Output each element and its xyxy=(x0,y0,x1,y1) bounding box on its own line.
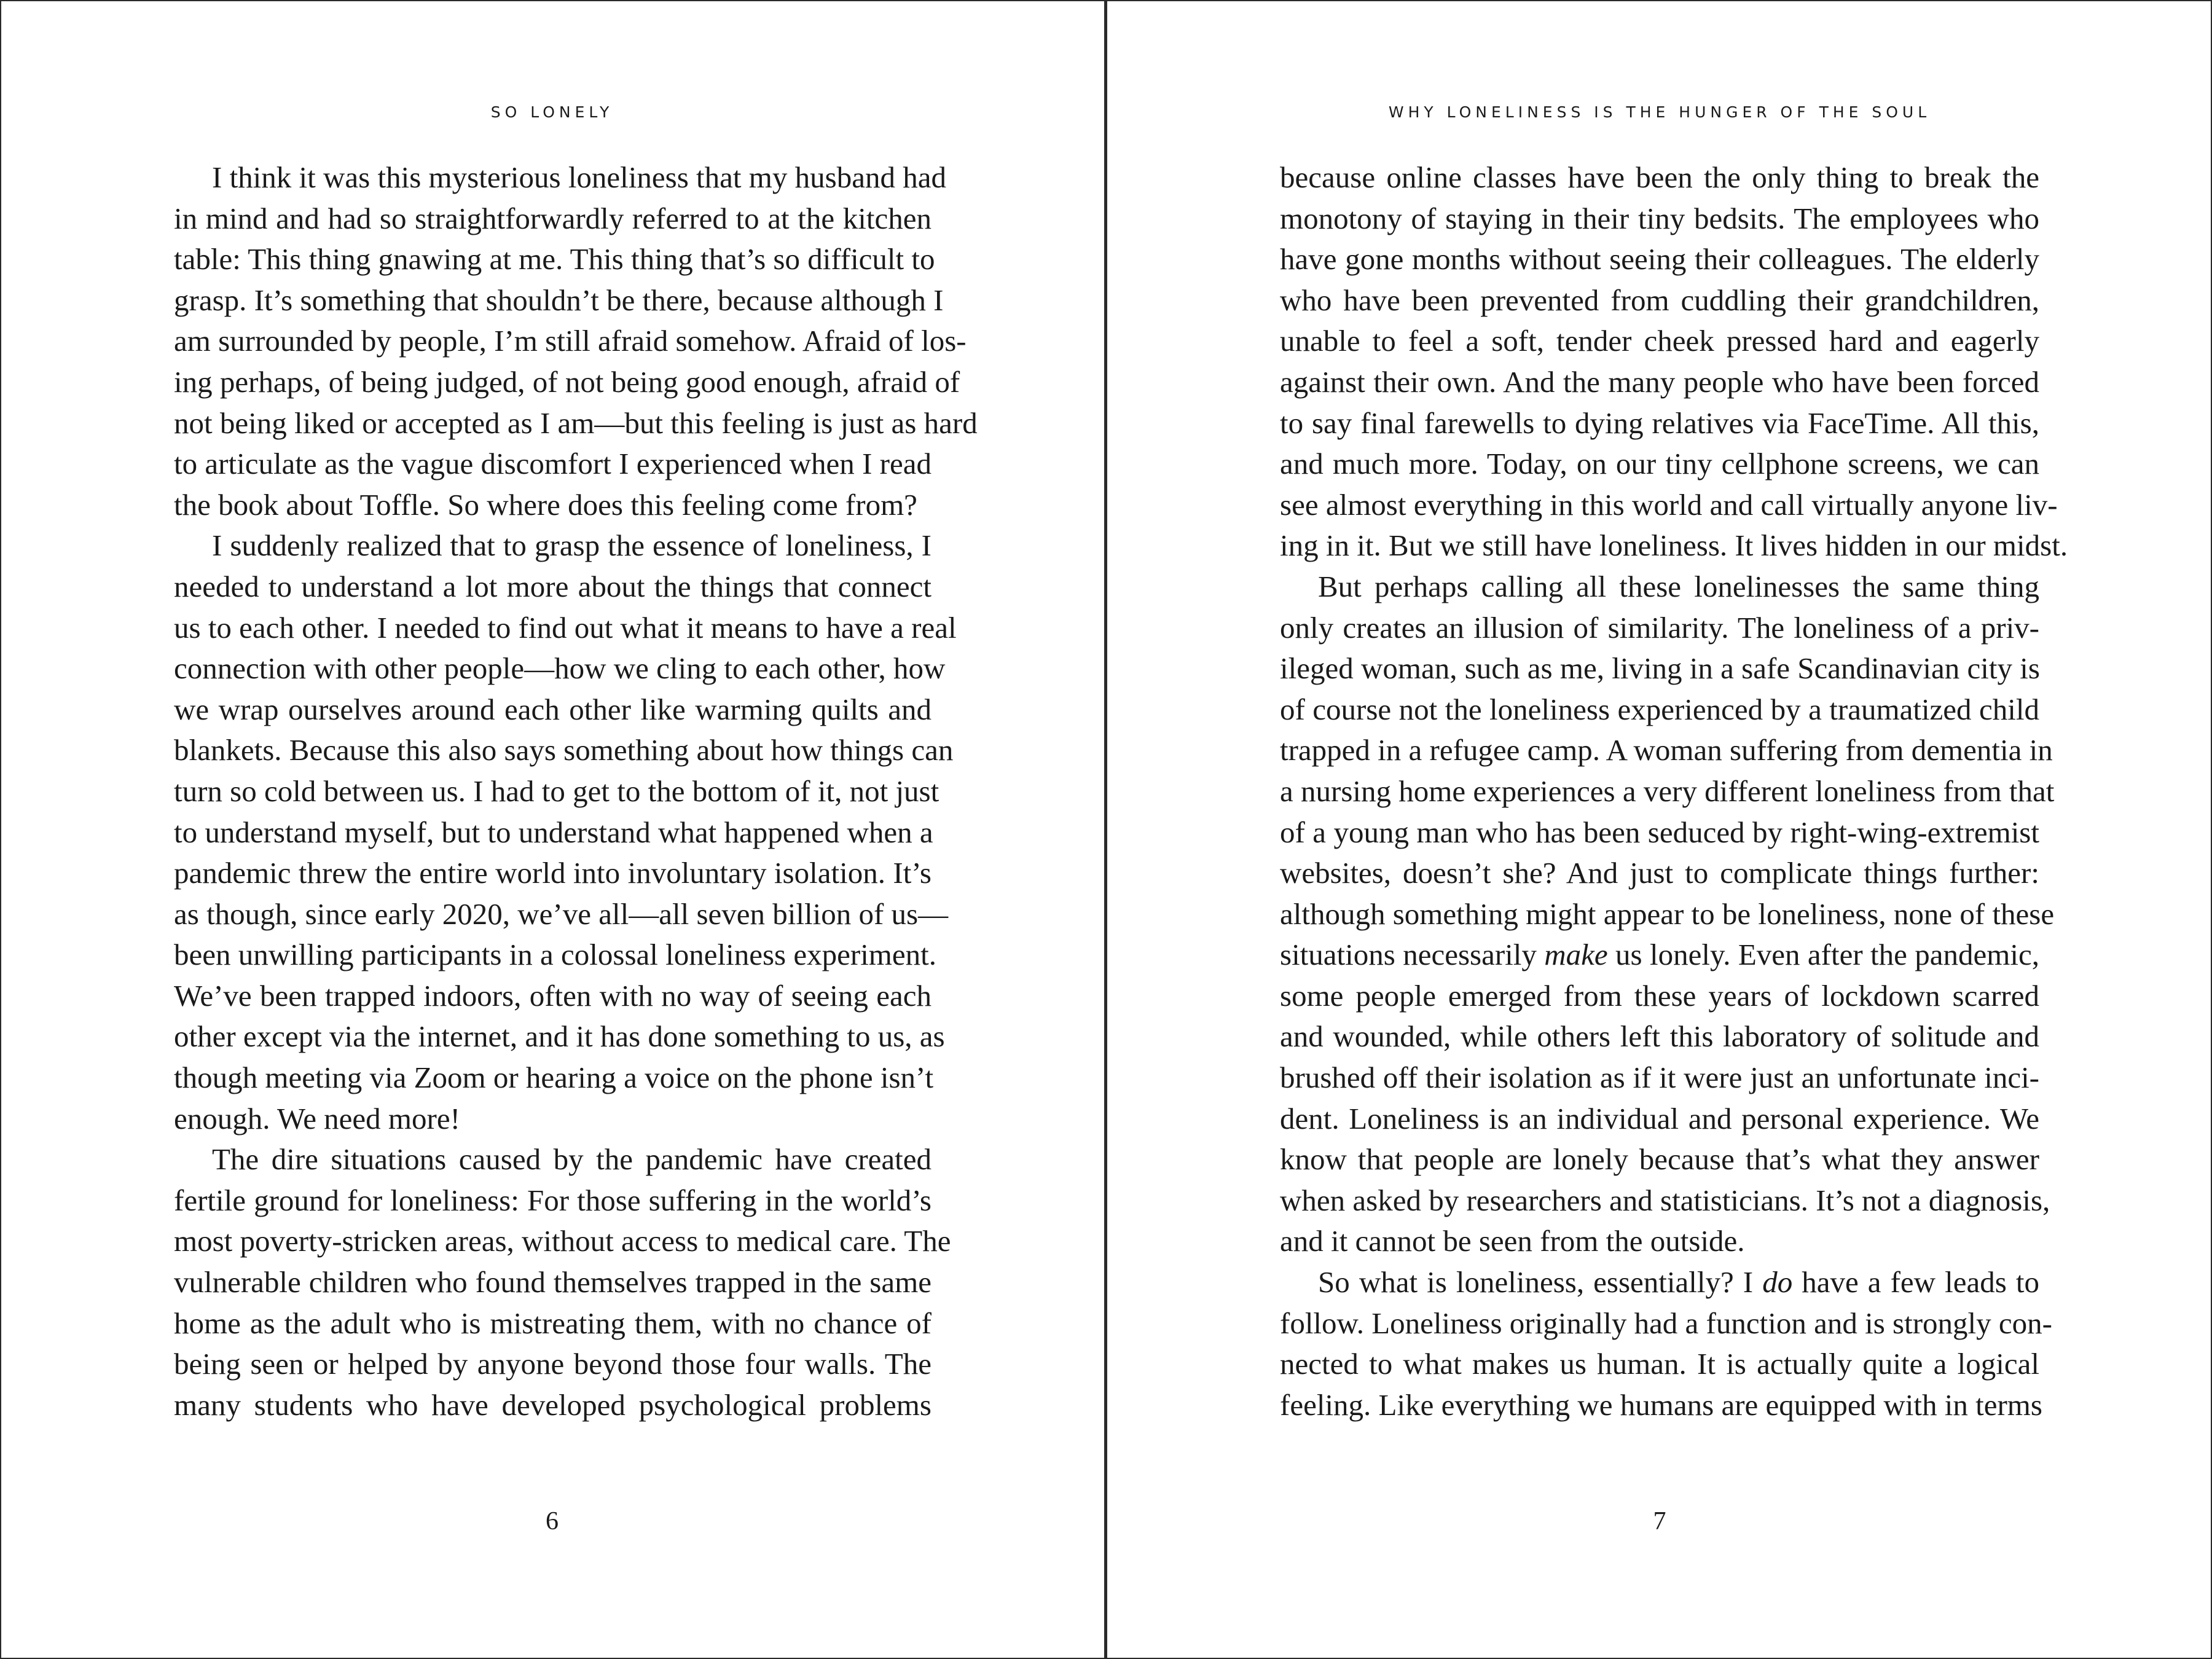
text-line: ing perhaps, of being judged, of not being good enough, afraid of xyxy=(174,364,960,399)
text-line: to articulate as the vague discomfort I experienced when I read xyxy=(174,447,931,481)
text-line: ileged woman, such as me, living in a safe Scandinavian city is xyxy=(1280,651,2040,686)
paragraph xyxy=(1280,567,2055,1262)
text-line: grasp. It’s something that shouldn’t be there, because although I xyxy=(174,283,944,317)
left-page-body xyxy=(174,157,978,1426)
paragraph xyxy=(174,525,957,1139)
text-line: ing in it. But we still have loneliness. It lives hidden in our midst. xyxy=(1280,528,2068,563)
paragraph xyxy=(174,157,978,525)
text-line: most poverty-stricken areas, without access to medical care. The xyxy=(174,1224,951,1258)
text-line: am surrounded by people, I’m still afraid somehow. Afraid of los- xyxy=(174,324,967,358)
page-number-left: 6 xyxy=(546,1507,559,1535)
text-line: in mind and had so straightforwardly referred to at the kitchen xyxy=(174,201,931,235)
text-line: who have been prevented from cuddling their grandchildren, xyxy=(1280,283,2039,317)
text-line: some people emerged from these years of lockdown scarred xyxy=(1280,978,2039,1013)
text-line: though meeting via Zoom or hearing a voice on the phone isn’t xyxy=(174,1061,934,1095)
text-line: vulnerable children who found themselves trapped in the same xyxy=(174,1265,931,1300)
text-line: blankets. Because this also says something about how things can xyxy=(174,733,954,767)
text-line: trapped in a refugee camp. A woman suffering from dementia in xyxy=(1280,733,2053,767)
text-line: of a young man who has been seduced by right-wing-extremist xyxy=(1280,815,2039,849)
text-line: as though, since early 2020, we’ve all—all seven billion of us— xyxy=(174,896,949,931)
text-line: fertile ground for loneliness: For those suffering in the world’s xyxy=(174,1183,931,1217)
text-line: the book about Toffle. So where does this feeling come from? xyxy=(174,487,917,522)
text-line: I suddenly realized that to grasp the essence of loneliness, I xyxy=(212,528,931,563)
text-line: nected to what makes us human. It is actually quite a logical xyxy=(1280,1347,2039,1381)
text-line: situations necessarily make us lonely. Even after the pandemic, xyxy=(1280,938,2039,972)
text-line: But perhaps calling all these lonelinesses the same thing xyxy=(1318,569,2039,603)
text-line: We’ve been trapped indoors, often with no way of seeing each xyxy=(174,978,931,1013)
text-line: because online classes have been the only thing to break the xyxy=(1280,160,2039,194)
text-line: have gone months without seeing their colleagues. The elderly xyxy=(1280,242,2039,276)
text-line: against their own. And the many people who have been forced xyxy=(1280,364,2039,399)
text-line: us to each other. I needed to find out what it means to have a real xyxy=(174,610,957,645)
paragraph xyxy=(1280,1262,2052,1426)
text-line: we wrap ourselves around each other like warming quilts and xyxy=(174,692,931,726)
running-head-left: SO LONELY xyxy=(490,103,614,121)
text-line: many students who have developed psychological problems xyxy=(174,1387,931,1422)
text-line: been unwilling participants in a colossal loneliness experiment. xyxy=(174,938,937,972)
text-line: So what is loneliness, essentially? I do have a few leads to xyxy=(1318,1265,2039,1300)
text-line: table: This thing gnawing at me. This thing that’s so difficult to xyxy=(174,242,935,276)
text-line: home as the adult who is mistreating them, with no chance of xyxy=(174,1306,931,1340)
text-line: and it cannot be seen from the outside. xyxy=(1280,1224,1745,1258)
text-line: being seen or helped by anyone beyond those four walls. The xyxy=(174,1347,931,1381)
text-line: to say final farewells to dying relatives via FaceTime. All this, xyxy=(1280,406,2039,440)
page-number-right: 7 xyxy=(1653,1507,1666,1535)
emphasis: make xyxy=(1544,938,1608,972)
text-line: and wounded, while others left this laboratory of solitude and xyxy=(1280,1019,2039,1054)
text-line: The dire situations caused by the pandemic have created xyxy=(212,1142,931,1177)
text-line: websites, doesn’t she? And just to complicate things further: xyxy=(1280,856,2039,890)
text-line: of course not the loneliness experienced by a traumatized child xyxy=(1280,692,2039,726)
text-line: pandemic threw the entire world into involuntary isolation. It’s xyxy=(174,856,931,890)
text-line: unable to feel a soft, tender cheek pressed hard and eagerly xyxy=(1280,324,2039,358)
text-line: needed to understand a lot more about the things that connect xyxy=(174,569,931,603)
text-line: a nursing home experiences a very different loneliness from that xyxy=(1280,774,2055,808)
text-line: connection with other people—how we cling to each other, how xyxy=(174,651,946,686)
text-line: and much more. Today, on our tiny cellphone screens, we can xyxy=(1280,447,2039,481)
emphasis: do xyxy=(1762,1265,1793,1300)
text-line: other except via the internet, and it has done something to us, as xyxy=(174,1019,945,1054)
text-line: only creates an illusion of similarity. The loneliness of a priv- xyxy=(1280,610,2039,645)
text-line: when asked by researchers and statisticians. It’s not a diagnosis, xyxy=(1280,1183,2050,1217)
text-line: monotony of staying in their tiny bedsits. The employees who xyxy=(1280,201,2039,235)
text-line: feeling. Like everything we humans are equipped with in terms xyxy=(1280,1387,2042,1422)
paragraph xyxy=(1280,157,2068,567)
running-head-right: WHY LONELINESS IS THE HUNGER OF THE SOUL xyxy=(1388,103,1931,121)
left-page xyxy=(0,0,1104,1659)
text-line: although something might appear to be loneliness, none of these xyxy=(1280,896,2055,931)
text-line: I think it was this mysterious loneliness that my husband had xyxy=(212,160,946,194)
text-line: not being liked or accepted as I am—but this feeling is just as hard xyxy=(174,406,978,440)
text-line: enough. We need more! xyxy=(174,1101,460,1135)
text-line: follow. Loneliness originally had a function and is strongly con- xyxy=(1280,1306,2052,1340)
paragraph xyxy=(174,1139,951,1426)
right-page-body xyxy=(1280,157,2068,1426)
text-line: dent. Loneliness is an individual and personal experience. We xyxy=(1280,1101,2039,1135)
text-line: to understand myself, but to understand what happened when a xyxy=(174,815,933,849)
text-line: turn so cold between us. I had to get to the bottom of it, not just xyxy=(174,774,939,808)
text-line: see almost everything in this world and call virtually anyone liv- xyxy=(1280,487,2058,522)
text-line: know that people are lonely because that’s what they answer xyxy=(1280,1142,2039,1177)
right-page xyxy=(1107,0,2212,1659)
text-line: brushed off their isolation as if it were just an unfortunate inci- xyxy=(1280,1061,2039,1095)
